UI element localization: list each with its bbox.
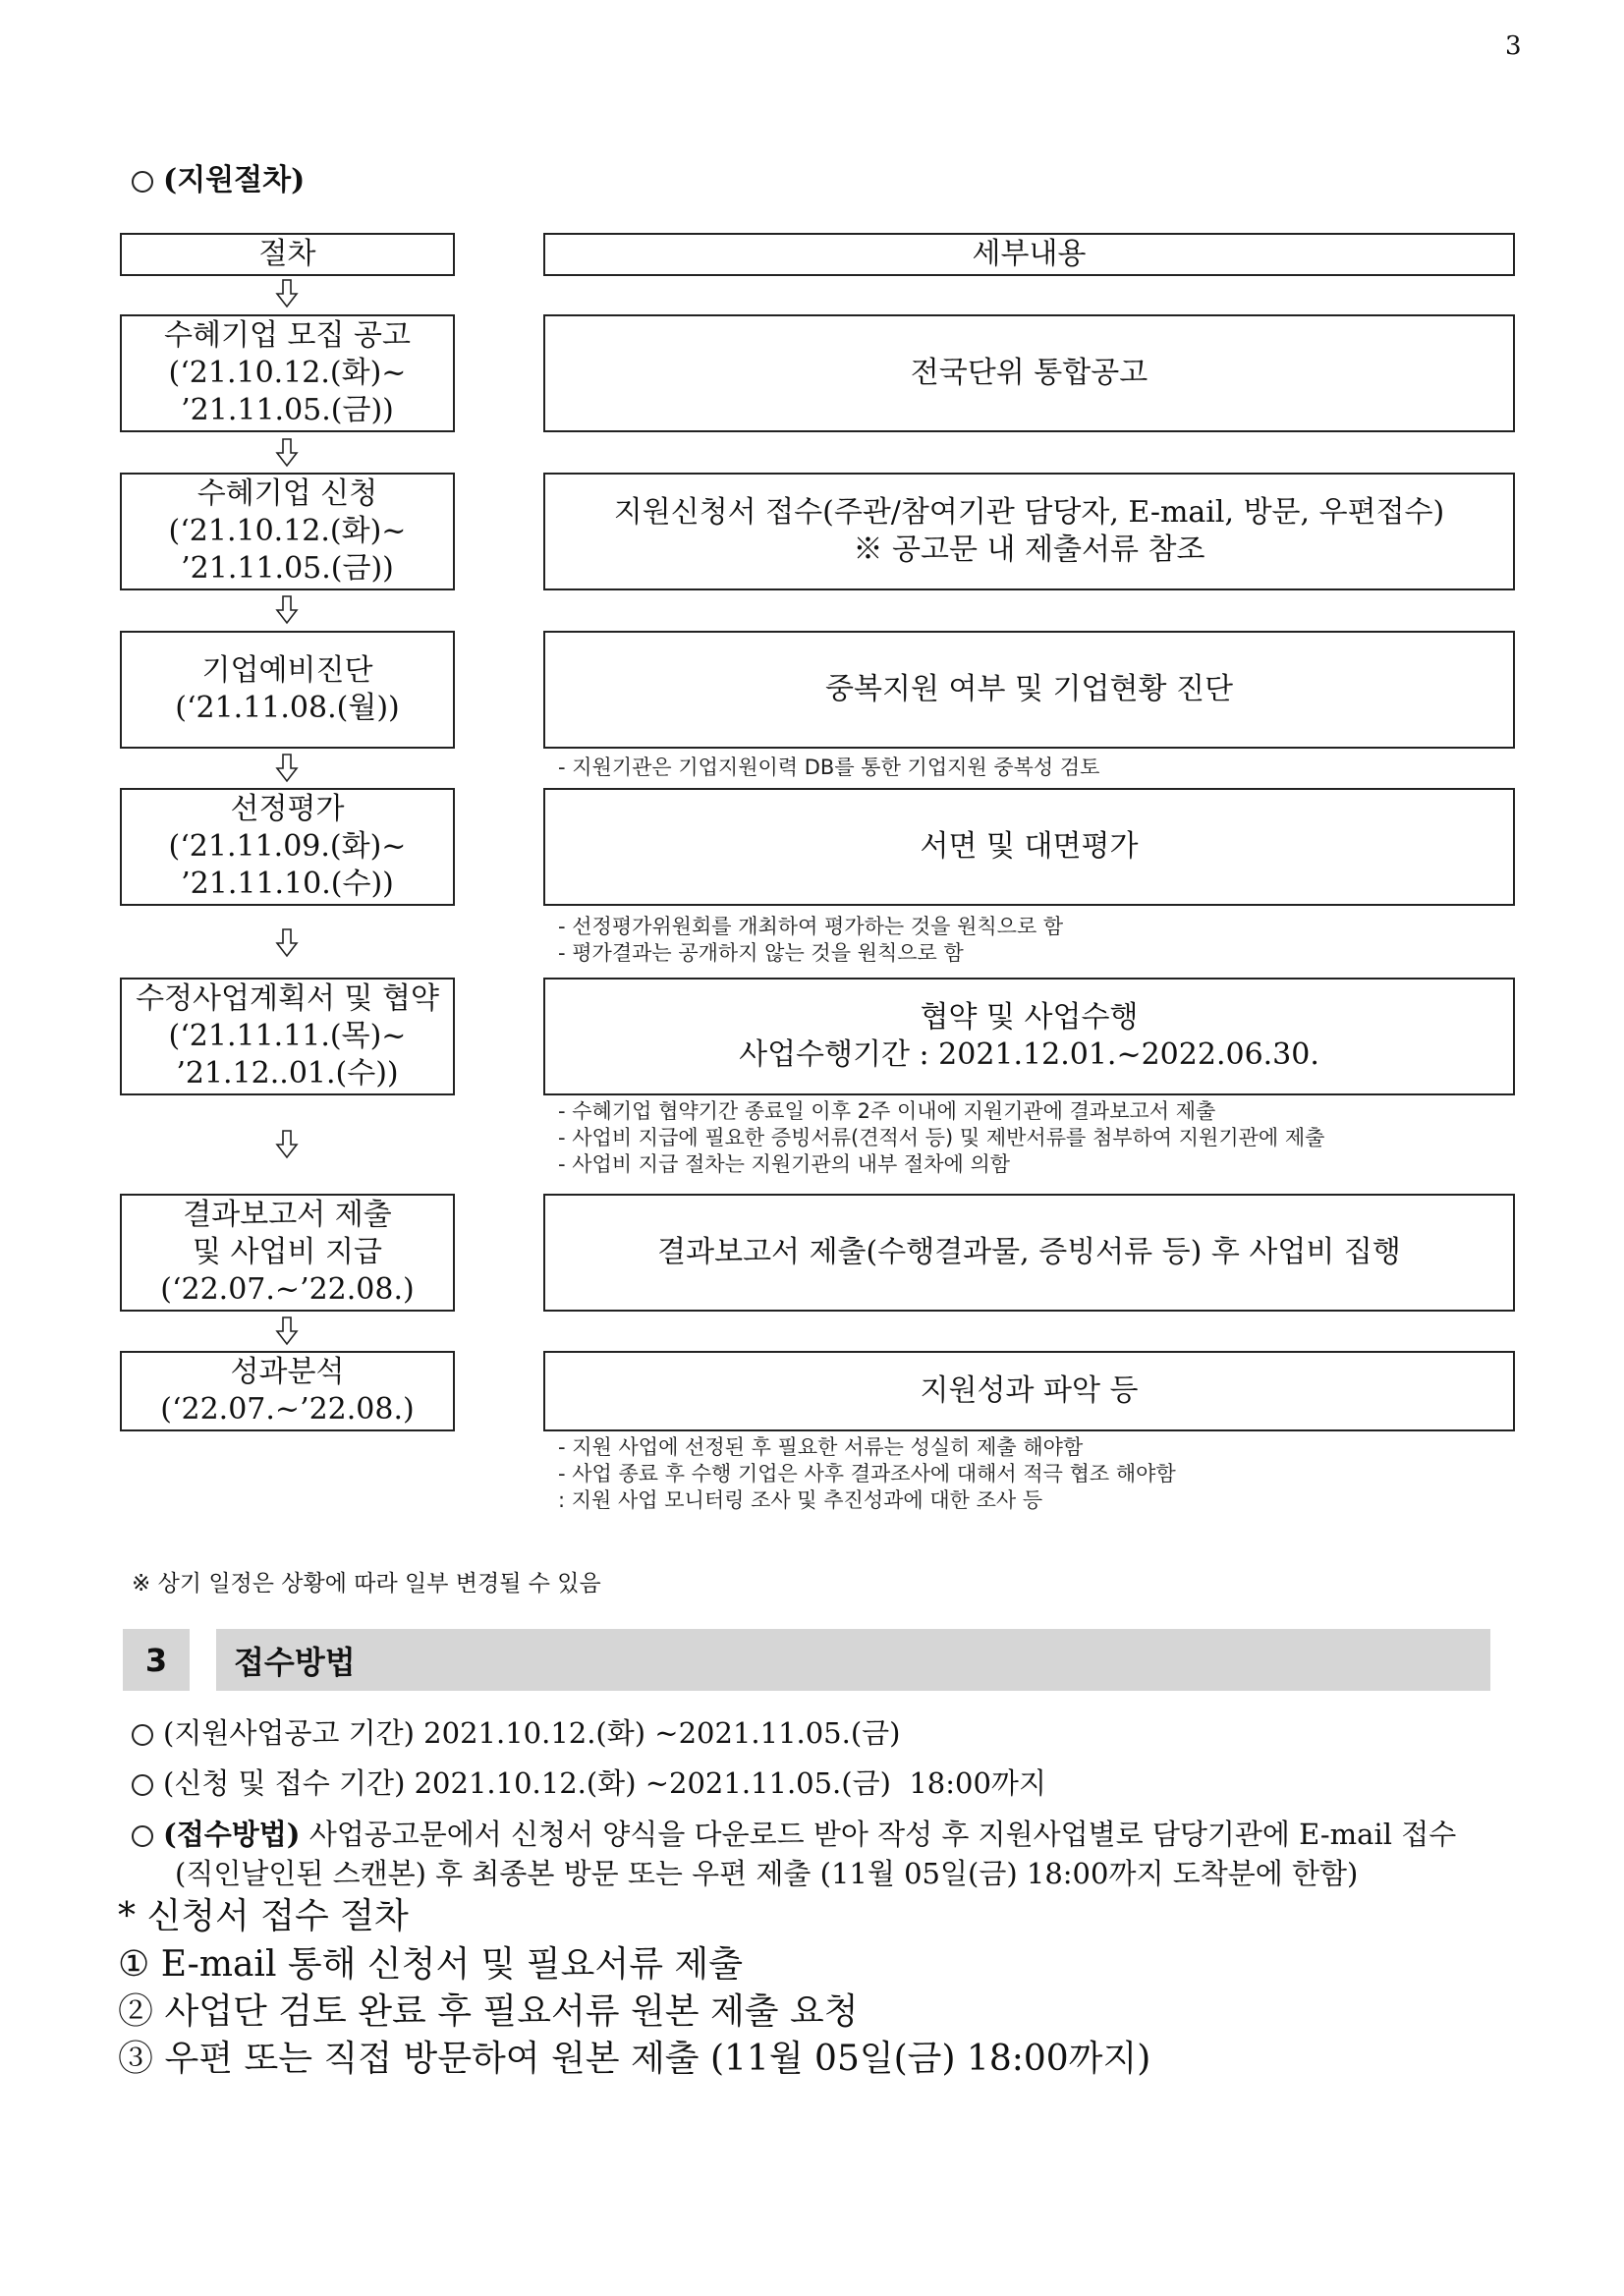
- circle-bullet-icon: [132, 1724, 153, 1746]
- step-line: ’21.11.05.(금)): [181, 551, 394, 586]
- detail-box-recruit: [543, 314, 1515, 432]
- submission-method-label: (접수방법): [163, 1818, 301, 1851]
- application-period-text: (신청 및 접수 기간) 2021.10.12.(화) ~2021.11.05.(금) 18:00까지: [163, 1766, 1046, 1800]
- step-line: 수정사업계획서 및 협약: [136, 981, 439, 1016]
- submission-method-line2: (직인날인된 스캔본) 후 최종본 방문 또는 우편 제출 (11월 05일(금) 18:00까지 도착분에 한함): [175, 1857, 1359, 1890]
- announcement-period: [132, 1713, 901, 1753]
- detail-line: 중복지원 여부 및 기업현황 진단: [825, 672, 1233, 706]
- step-line: (‘21.10.12.(화)~: [168, 514, 407, 548]
- step-line: 수혜기업 신청: [196, 476, 378, 511]
- notes-analysis: [558, 1434, 1176, 1514]
- detail-line: 지원성과 파악 등: [920, 1373, 1139, 1408]
- submission-method-line1: 사업공고문에서 신청서 양식을 다운로드 받아 작성 후 지원사업별로 담당기관에 E-mail 접수: [300, 1818, 1457, 1851]
- page-number: 3: [1505, 31, 1522, 61]
- step-line: (‘21.11.08.(월)): [175, 691, 400, 725]
- section-title-text: (지원절차): [163, 163, 306, 197]
- section3-title: 접수방법: [216, 1629, 1490, 1691]
- step-line: (‘22.07.~’22.08.): [160, 1392, 415, 1427]
- circle-bullet-icon: [132, 1774, 153, 1796]
- notes-prediagnosis: [558, 755, 1099, 781]
- down-arrow-icon: [275, 1316, 299, 1346]
- down-arrow-icon: [275, 279, 299, 308]
- detail-line: 지원신청서 접수(주관/참여기관 담당자, E-mail, 방문, 우편접수): [613, 495, 1445, 530]
- procedure-item: ② 사업단 검토 완료 후 필요서류 원본 제출 요청: [118, 1991, 859, 2032]
- down-arrow-icon: [275, 438, 299, 468]
- application-period: [132, 1764, 1046, 1803]
- detail-box-prediagnosis: [543, 631, 1515, 749]
- down-arrow-icon: [275, 928, 299, 958]
- step-box-apply: [120, 473, 455, 590]
- note-line: - 평가결과는 공개하지 않는 것을 원칙으로 함: [558, 941, 964, 965]
- step-box-prediagnosis: [120, 631, 455, 749]
- note-line: - 지원기관은 기업지원이력 DB를 통한 기업지원 중복성 검토: [558, 756, 1100, 779]
- note-line: - 선정평가위원회를 개최하여 평가하는 것을 원칙으로 함: [558, 915, 1064, 938]
- procedure-title: * 신청서 접수 절차: [118, 1896, 409, 1936]
- notes-evaluation: [558, 914, 1063, 967]
- step-line: ’21.11.05.(금)): [181, 393, 394, 427]
- down-arrow-icon: [275, 1130, 299, 1159]
- step-line: 성과분석: [230, 1355, 345, 1389]
- step-line: (‘21.11.09.(화)~: [168, 829, 407, 864]
- down-arrow-icon: [275, 754, 299, 783]
- note-line: - 수혜기업 협약기간 종료일 이후 2주 이내에 지원기관에 결과보고서 제출: [558, 1099, 1216, 1123]
- step-line: 및 사업비 지급: [193, 1235, 382, 1269]
- step-box-recruit: [120, 314, 455, 432]
- schedule-footnote: ※ 상기 일정은 상황에 따라 일부 변경될 수 있음: [132, 1571, 601, 1596]
- detail-line: 협약 및 사업수행: [920, 1000, 1139, 1035]
- down-arrow-icon: [275, 595, 299, 625]
- detail-box-agreement: [543, 978, 1515, 1095]
- note-line: - 지원 사업에 선정된 후 필요한 서류는 성실히 제출 해야함: [558, 1435, 1084, 1459]
- section3-number: 3: [123, 1629, 190, 1691]
- procedure-item: ① E-mail 통해 신청서 및 필요서류 제출: [118, 1944, 743, 1985]
- circle-bullet-icon: [132, 1825, 153, 1847]
- step-line: 선정평가: [230, 792, 345, 826]
- step-line: ’21.12..01.(수)): [176, 1056, 399, 1091]
- detail-line: 사업수행기간 : 2021.12.01.~2022.06.30.: [739, 1037, 1319, 1072]
- detail-box-analysis: [543, 1351, 1515, 1431]
- step-box-evaluation: [120, 788, 455, 906]
- step-box-analysis: [120, 1351, 455, 1431]
- submission-method: [132, 1815, 1527, 1893]
- detail-box-evaluation: [543, 788, 1515, 906]
- note-line: - 사업 종료 후 수행 기업은 사후 결과조사에 대해서 적극 협조 해야함: [558, 1462, 1176, 1485]
- detail-line: 서면 및 대면평가: [920, 829, 1139, 864]
- header-step-label: 절차: [258, 237, 316, 271]
- header-detail-label: 세부내용: [972, 237, 1087, 271]
- note-line: - 사업비 지급에 필요한 증빙서류(견적서 등) 및 제반서류를 첨부하여 지원기관에 제출: [558, 1126, 1325, 1149]
- note-line: : 지원 사업 모니터링 조사 및 추진성과에 대한 조사 등: [558, 1488, 1043, 1512]
- circle-bullet-icon: [132, 171, 153, 193]
- step-box-report: [120, 1194, 455, 1312]
- detail-box-report: [543, 1194, 1515, 1312]
- step-line: (‘22.07.~’22.08.): [160, 1272, 415, 1307]
- step-line: 수혜기업 모집 공고: [164, 318, 411, 353]
- announcement-period-text: (지원사업공고 기간) 2021.10.12.(화) ~2021.11.05.(금): [163, 1716, 901, 1750]
- header-step: [120, 233, 455, 276]
- detail-box-apply: [543, 473, 1515, 590]
- detail-line: 결과보고서 제출(수행결과물, 증빙서류 등) 후 사업비 집행: [657, 1235, 1401, 1269]
- detail-line: 전국단위 통합공고: [910, 356, 1148, 390]
- header-detail: [543, 233, 1515, 276]
- note-line: - 사업비 지급 절차는 지원기관의 내부 절차에 의함: [558, 1152, 1011, 1176]
- step-line: 결과보고서 제출: [183, 1198, 392, 1232]
- step-line: 기업예비진단: [201, 653, 373, 688]
- step-line: (‘21.11.11.(목)~: [168, 1019, 407, 1053]
- detail-line: ※ 공고문 내 제출서류 참조: [853, 532, 1205, 567]
- notes-agreement: [558, 1098, 1324, 1178]
- step-box-agreement: [120, 978, 455, 1095]
- procedure-item: ③ 우편 또는 직접 방문하여 원본 제출 (11월 05일(금) 18:00까지): [118, 2039, 1151, 2079]
- step-line: (‘21.10.12.(화)~: [168, 356, 407, 390]
- section-title: [132, 155, 305, 198]
- step-line: ’21.11.10.(수)): [181, 867, 394, 901]
